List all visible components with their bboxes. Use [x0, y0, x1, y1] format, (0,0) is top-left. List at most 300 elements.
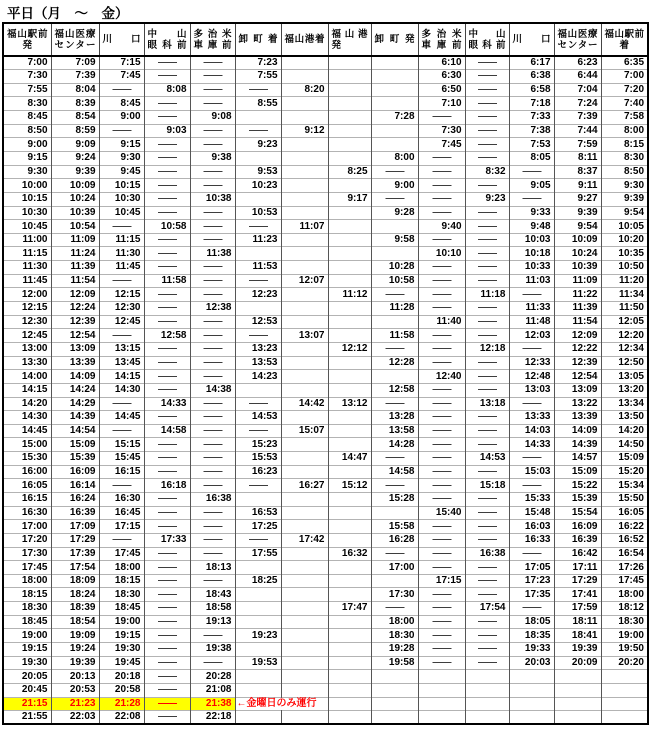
dash-cell: ——: [235, 83, 281, 97]
empty-cell: [235, 615, 281, 629]
time-cell: 12:38: [190, 302, 235, 316]
empty-cell: [235, 192, 281, 206]
dash-cell: ——: [465, 97, 509, 111]
time-cell: 16:32: [328, 547, 371, 561]
column-header-line: 車庫前: [421, 39, 462, 51]
time-cell: 8:04: [51, 83, 99, 97]
dash-cell: ——: [509, 342, 554, 356]
empty-cell: [328, 315, 371, 329]
empty-cell: [328, 179, 371, 193]
dash-cell: ——: [418, 588, 465, 602]
table-row: [3, 383, 648, 397]
dash-cell: ——: [144, 711, 190, 725]
time-cell: 11:30: [3, 261, 51, 275]
time-cell: 10:24: [51, 192, 99, 206]
table-row: [3, 438, 648, 452]
dash-cell: ——: [418, 615, 465, 629]
time-cell: 16:38: [190, 493, 235, 507]
time-cell: 8:59: [51, 124, 99, 138]
time-cell: 8:25: [328, 165, 371, 179]
time-cell: 19:28: [371, 643, 418, 657]
dash-cell: ——: [190, 206, 235, 220]
table-row: [3, 697, 648, 711]
empty-cell: [328, 615, 371, 629]
time-cell: 11:22: [554, 288, 601, 302]
time-cell: 17:20: [3, 533, 51, 547]
time-cell: 20:20: [601, 656, 648, 670]
time-cell: 19:15: [99, 629, 144, 643]
empty-cell: [328, 370, 371, 384]
time-cell: 18:05: [509, 615, 554, 629]
time-cell: 13:05: [601, 370, 648, 384]
time-cell: 9:45: [99, 165, 144, 179]
dash-cell: ——: [144, 547, 190, 561]
table-row: [3, 629, 648, 643]
time-cell: 7:30: [418, 124, 465, 138]
dash-cell: ——: [465, 506, 509, 520]
time-cell: 11:23: [235, 233, 281, 247]
table-row: [3, 711, 648, 725]
time-cell: 16:15: [99, 465, 144, 479]
dash-cell: ——: [465, 588, 509, 602]
time-cell: 10:05: [601, 220, 648, 234]
empty-cell: [465, 683, 509, 697]
empty-cell: [328, 411, 371, 425]
time-cell: 10:30: [3, 206, 51, 220]
time-cell: 12:05: [601, 315, 648, 329]
column-header-line: 多治米: [421, 28, 462, 40]
time-cell: 16:05: [3, 479, 51, 493]
time-cell: 17:11: [554, 561, 601, 575]
time-cell: 15:48: [509, 506, 554, 520]
dash-cell: ——: [418, 438, 465, 452]
time-cell: 7:18: [509, 97, 554, 111]
time-cell: 10:15: [99, 179, 144, 193]
time-cell: 13:39: [554, 411, 601, 425]
empty-cell: [371, 247, 418, 261]
time-cell: 7:55: [235, 70, 281, 84]
dash-cell: ——: [418, 261, 465, 275]
empty-cell: [509, 683, 554, 697]
time-cell: 19:30: [99, 643, 144, 657]
time-cell: 9:00: [3, 138, 51, 152]
time-cell: 21:08: [190, 683, 235, 697]
table-row: [3, 261, 648, 275]
empty-cell: [281, 629, 328, 643]
empty-cell: [509, 670, 554, 684]
dash-cell: ——: [190, 165, 235, 179]
dash-cell: ——: [465, 206, 509, 220]
dash-cell: ——: [235, 329, 281, 343]
empty-cell: [281, 70, 328, 84]
empty-cell: [328, 465, 371, 479]
time-cell: 10:54: [51, 220, 99, 234]
time-cell: 12:45: [99, 315, 144, 329]
time-cell: 12:28: [371, 356, 418, 370]
empty-cell: [235, 602, 281, 616]
empty-cell: [509, 711, 554, 725]
time-cell: 10:15: [3, 192, 51, 206]
time-cell: 6:44: [554, 70, 601, 84]
dash-cell: ——: [418, 465, 465, 479]
time-cell: 13:30: [3, 356, 51, 370]
time-cell: 7:23: [235, 56, 281, 70]
time-cell: 12:12: [328, 342, 371, 356]
dash-cell: ——: [99, 220, 144, 234]
empty-cell: [281, 411, 328, 425]
column-header-line: 多治米: [193, 28, 232, 40]
dash-cell: ——: [190, 411, 235, 425]
dash-cell: ——: [144, 493, 190, 507]
time-cell: 16:09: [554, 520, 601, 534]
time-cell: 7:45: [418, 138, 465, 152]
time-cell: 17:59: [554, 602, 601, 616]
time-cell: 9:53: [235, 165, 281, 179]
table-row: [3, 615, 648, 629]
time-cell: 12:53: [235, 315, 281, 329]
time-cell: 6:30: [418, 70, 465, 84]
dash-cell: ——: [418, 383, 465, 397]
table-row: [3, 342, 648, 356]
time-cell: 18:30: [371, 629, 418, 643]
empty-cell: [328, 574, 371, 588]
time-cell: 14:20: [601, 424, 648, 438]
time-cell: 13:09: [51, 342, 99, 356]
time-cell: 18:00: [601, 588, 648, 602]
time-cell: 20:45: [3, 683, 51, 697]
time-cell: 10:20: [601, 233, 648, 247]
page-title: 平日（月 ～ 金）: [7, 2, 132, 25]
empty-cell: [418, 683, 465, 697]
dash-cell: ——: [418, 192, 465, 206]
time-cell: 11:24: [51, 247, 99, 261]
time-cell: 15:39: [554, 493, 601, 507]
time-cell: 12:40: [418, 370, 465, 384]
time-cell: 14:23: [235, 370, 281, 384]
dash-cell: ——: [190, 288, 235, 302]
dash-cell: ——: [418, 479, 465, 493]
dash-cell: ——: [465, 261, 509, 275]
dash-cell: ——: [418, 165, 465, 179]
time-cell: 11:33: [509, 302, 554, 316]
time-cell: 22:08: [99, 711, 144, 725]
dash-cell: ——: [144, 179, 190, 193]
time-cell: 18:00: [371, 615, 418, 629]
dash-cell: ——: [235, 424, 281, 438]
time-cell: 9:09: [51, 138, 99, 152]
column-header-line: 眼科前: [468, 39, 506, 51]
empty-cell: [328, 302, 371, 316]
dash-cell: ——: [418, 356, 465, 370]
dash-cell: ——: [418, 520, 465, 534]
time-cell: 9:23: [465, 192, 509, 206]
time-cell: 9:48: [509, 220, 554, 234]
empty-cell: [418, 670, 465, 684]
dash-cell: ——: [235, 397, 281, 411]
table-row: [3, 493, 648, 507]
time-cell: 8:00: [601, 124, 648, 138]
empty-cell: [281, 520, 328, 534]
time-cell: 14:33: [144, 397, 190, 411]
time-cell: 16:45: [99, 506, 144, 520]
time-cell: 15:23: [235, 438, 281, 452]
dash-cell: ——: [371, 165, 418, 179]
time-cell: 19:00: [99, 615, 144, 629]
dash-cell: ——: [418, 561, 465, 575]
empty-cell: [371, 97, 418, 111]
dash-cell: ——: [190, 261, 235, 275]
time-cell: 6:23: [554, 56, 601, 70]
table-row: [3, 452, 648, 466]
time-cell: 13:20: [601, 383, 648, 397]
time-cell: 12:54: [554, 370, 601, 384]
table-row: [3, 288, 648, 302]
dash-cell: ——: [144, 247, 190, 261]
time-cell: 15:22: [554, 479, 601, 493]
empty-cell: [281, 138, 328, 152]
time-cell: 19:45: [99, 656, 144, 670]
time-cell: 13:22: [554, 397, 601, 411]
dash-cell: ——: [144, 261, 190, 275]
table-row: [3, 411, 648, 425]
table-row: [3, 370, 648, 384]
dash-cell: ——: [418, 656, 465, 670]
time-cell: 16:30: [3, 506, 51, 520]
dash-cell: ——: [190, 329, 235, 343]
table-row: [3, 547, 648, 561]
time-cell: 21:55: [3, 711, 51, 725]
empty-cell: [328, 711, 371, 725]
empty-cell: [554, 670, 601, 684]
empty-cell: [465, 670, 509, 684]
time-cell: 9:38: [190, 151, 235, 165]
time-cell: 19:09: [51, 629, 99, 643]
column-header-line: 眼科前: [147, 39, 187, 51]
time-cell: 13:34: [601, 397, 648, 411]
time-cell: 11:39: [554, 302, 601, 316]
time-cell: 19:33: [509, 643, 554, 657]
time-cell: 21:38: [190, 697, 235, 711]
dash-cell: ——: [144, 370, 190, 384]
time-cell: 9:23: [235, 138, 281, 152]
dash-cell: ——: [144, 561, 190, 575]
time-cell: 7:33: [509, 111, 554, 125]
empty-cell: [281, 247, 328, 261]
time-cell: 14:15: [99, 370, 144, 384]
time-cell: 14:53: [235, 411, 281, 425]
time-cell: 6:10: [418, 56, 465, 70]
dash-cell: ——: [509, 397, 554, 411]
dash-cell: ——: [190, 533, 235, 547]
time-cell: 9:58: [371, 233, 418, 247]
time-cell: 18:00: [3, 574, 51, 588]
time-cell: 20:28: [190, 670, 235, 684]
time-cell: 8:30: [3, 97, 51, 111]
table-row: [3, 151, 648, 165]
dash-cell: ——: [144, 506, 190, 520]
time-cell: 7:53: [509, 138, 554, 152]
dash-cell: ——: [418, 329, 465, 343]
dash-cell: ——: [418, 411, 465, 425]
time-cell: 11:45: [99, 261, 144, 275]
dash-cell: ——: [99, 274, 144, 288]
dash-cell: ——: [371, 397, 418, 411]
time-cell: 15:45: [99, 452, 144, 466]
time-cell: 18:30: [601, 615, 648, 629]
empty-cell: [328, 588, 371, 602]
time-cell: 9:39: [601, 192, 648, 206]
dash-cell: ——: [465, 615, 509, 629]
dash-cell: ——: [465, 438, 509, 452]
dash-cell: ——: [99, 533, 144, 547]
column-header-13: [601, 23, 648, 56]
table-row: [3, 233, 648, 247]
empty-cell: [328, 97, 371, 111]
dash-cell: ——: [190, 397, 235, 411]
dash-cell: ——: [144, 465, 190, 479]
time-cell: 10:39: [554, 261, 601, 275]
empty-cell: [235, 643, 281, 657]
time-cell: 16:00: [3, 465, 51, 479]
time-cell: 12:07: [281, 274, 328, 288]
empty-cell: [281, 561, 328, 575]
column-header-8: [371, 23, 418, 56]
time-cell: 18:30: [99, 588, 144, 602]
column-header-line: 福山港着: [284, 34, 325, 45]
timetable-header: [3, 23, 648, 56]
empty-cell: [328, 533, 371, 547]
table-row: [3, 138, 648, 152]
time-cell: 14:58: [371, 465, 418, 479]
empty-cell: [281, 179, 328, 193]
dash-cell: ——: [144, 615, 190, 629]
dash-cell: ——: [418, 302, 465, 316]
time-cell: 9:03: [144, 124, 190, 138]
time-cell: 19:38: [190, 643, 235, 657]
empty-cell: [281, 111, 328, 125]
time-cell: 10:39: [51, 206, 99, 220]
column-header-line: 福山医療: [557, 28, 598, 40]
dash-cell: ——: [465, 111, 509, 125]
empty-cell: [465, 697, 509, 711]
dash-cell: ——: [190, 479, 235, 493]
dash-cell: ——: [190, 547, 235, 561]
empty-cell: [281, 711, 328, 725]
time-cell: 18:15: [3, 588, 51, 602]
time-cell: 6:17: [509, 56, 554, 70]
time-cell: 18:58: [190, 602, 235, 616]
dash-cell: ——: [144, 697, 190, 711]
empty-cell: [328, 233, 371, 247]
time-cell: 8:39: [51, 97, 99, 111]
dash-cell: ——: [144, 111, 190, 125]
empty-cell: [281, 656, 328, 670]
empty-cell: [281, 151, 328, 165]
empty-cell: [418, 711, 465, 725]
time-cell: 12:48: [509, 370, 554, 384]
time-cell: 12:30: [3, 315, 51, 329]
time-cell: 8:32: [465, 165, 509, 179]
time-cell: 16:38: [465, 547, 509, 561]
time-cell: 18:11: [554, 615, 601, 629]
time-cell: 17:55: [235, 547, 281, 561]
time-cell: 17:09: [51, 520, 99, 534]
time-cell: 15:09: [601, 452, 648, 466]
empty-cell: [235, 383, 281, 397]
time-cell: 14:45: [99, 411, 144, 425]
empty-cell: [281, 588, 328, 602]
time-cell: 14:50: [601, 438, 648, 452]
empty-cell: [371, 220, 418, 234]
time-cell: 9:00: [99, 111, 144, 125]
time-cell: 14:30: [99, 383, 144, 397]
time-cell: 8:00: [371, 151, 418, 165]
dash-cell: ——: [190, 220, 235, 234]
time-cell: 11:54: [51, 274, 99, 288]
time-cell: 16:30: [99, 493, 144, 507]
time-cell: 19:23: [235, 629, 281, 643]
dash-cell: ——: [144, 151, 190, 165]
empty-cell: [281, 615, 328, 629]
time-cell: 21:23: [51, 697, 99, 711]
time-cell: 20:09: [554, 656, 601, 670]
table-row: [3, 274, 648, 288]
time-cell: 12:20: [601, 329, 648, 343]
dash-cell: ——: [144, 574, 190, 588]
dash-cell: ——: [144, 165, 190, 179]
dash-cell: ——: [190, 83, 235, 97]
time-cell: 7:40: [601, 97, 648, 111]
time-cell: 8:37: [554, 165, 601, 179]
empty-cell: [328, 424, 371, 438]
time-cell: 11:09: [554, 274, 601, 288]
dash-cell: ——: [418, 547, 465, 561]
empty-cell: [328, 629, 371, 643]
time-cell: 10:28: [371, 261, 418, 275]
time-cell: 17:54: [51, 561, 99, 575]
time-cell: 13:09: [554, 383, 601, 397]
empty-cell: [371, 56, 418, 70]
time-cell: 9:15: [99, 138, 144, 152]
time-cell: 7:20: [601, 83, 648, 97]
table-row: [3, 588, 648, 602]
dash-cell: ——: [509, 288, 554, 302]
dash-cell: ——: [465, 124, 509, 138]
dash-cell: ——: [144, 383, 190, 397]
time-cell: 11:45: [3, 274, 51, 288]
empty-cell: [281, 670, 328, 684]
time-cell: 10:10: [418, 247, 465, 261]
dash-cell: ——: [465, 465, 509, 479]
time-cell: 6:35: [601, 56, 648, 70]
time-cell: 11:20: [601, 274, 648, 288]
time-cell: 16:39: [554, 533, 601, 547]
table-row: [3, 356, 648, 370]
time-cell: 12:00: [3, 288, 51, 302]
time-cell: 7:59: [554, 138, 601, 152]
empty-cell: [281, 370, 328, 384]
empty-cell: [371, 83, 418, 97]
empty-cell: [371, 683, 418, 697]
time-cell: 17:23: [509, 574, 554, 588]
time-cell: 16:33: [509, 533, 554, 547]
time-cell: 11:28: [371, 302, 418, 316]
time-cell: 19:58: [371, 656, 418, 670]
time-cell: 9:00: [371, 179, 418, 193]
time-cell: 16:53: [235, 506, 281, 520]
time-cell: 15:15: [99, 438, 144, 452]
column-header-1: [51, 23, 99, 56]
